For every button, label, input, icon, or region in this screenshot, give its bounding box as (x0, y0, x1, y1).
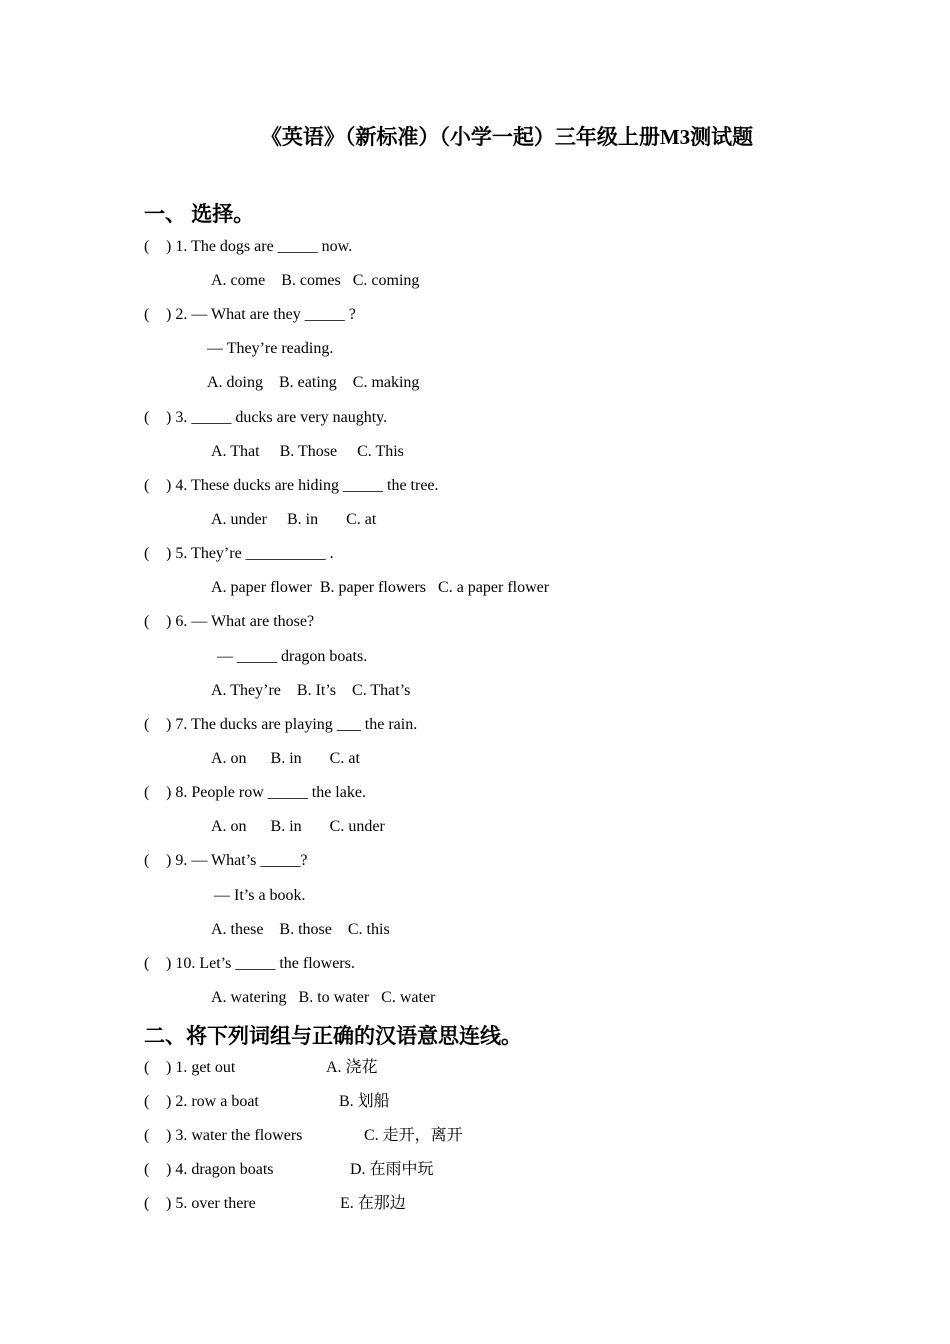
answer-paren: ( (144, 1093, 150, 1110)
question-options: A. come B. comes C. coming (211, 272, 420, 289)
answer-paren: ( (144, 409, 150, 426)
answer-paren: ( (144, 545, 150, 562)
match-english: ) 3. water the flowers (166, 1127, 303, 1144)
answer-paren: ( (144, 1161, 150, 1178)
question-options: A. paper flower B. paper flowers C. a paper flower (211, 579, 550, 596)
match-chinese: D. 在雨中玩 (350, 1161, 434, 1178)
section-heading-choice: 一、 选择。 (144, 202, 255, 226)
match-chinese: C. 走开，离开 (364, 1127, 463, 1144)
question-options: A. watering B. to water C. water (211, 989, 436, 1006)
match-chinese: E. 在那边 (340, 1195, 406, 1212)
question-options: A. under B. in C. at (211, 511, 377, 528)
question-stem: ) 9. — What’s _____? (166, 852, 308, 869)
match-english: ) 1. get out (166, 1059, 236, 1076)
question-stem: ) 8. People row _____ the lake. (166, 784, 366, 801)
page-title: 《英语》（新标准）（小学一起）三年级上册M3测试题 (260, 125, 754, 149)
question-options: A. on B. in C. at (211, 750, 360, 767)
answer-paren: ( (144, 784, 150, 801)
match-chinese: B. 划船 (339, 1093, 390, 1110)
question-stem: ) 3. _____ ducks are very naughty. (166, 409, 388, 426)
answer-paren: ( (144, 1127, 150, 1144)
match-english: ) 4. dragon boats (166, 1161, 274, 1178)
question-answer-line: — They’re reading. (207, 340, 334, 357)
question-options: A. That B. Those C. This (211, 443, 404, 460)
question-options: A. They’re B. It’s C. That’s (211, 682, 411, 699)
question-stem: ) 1. The dogs are _____ now. (166, 238, 353, 255)
answer-paren: ( (144, 613, 150, 630)
question-stem: ) 10. Let’s _____ the flowers. (166, 955, 355, 972)
answer-paren: ( (144, 477, 150, 494)
answer-paren: ( (144, 238, 150, 255)
question-answer-line: — _____ dragon boats. (217, 648, 368, 665)
answer-paren: ( (144, 716, 150, 733)
question-stem: ) 4. These ducks are hiding _____ the tree. (166, 477, 439, 494)
answer-paren: ( (144, 955, 150, 972)
answer-paren: ( (144, 852, 150, 869)
answer-paren: ( (144, 1195, 150, 1212)
question-options: A. these B. those C. this (211, 921, 390, 938)
question-options: A. on B. in C. under (211, 818, 385, 835)
answer-paren: ( (144, 1059, 150, 1076)
match-chinese: A. 浇花 (326, 1059, 378, 1076)
question-options: A. doing B. eating C. making (207, 374, 420, 391)
match-english: ) 5. over there (166, 1195, 256, 1212)
question-stem: ) 2. — What are they _____ ? (166, 306, 356, 323)
answer-paren: ( (144, 306, 150, 323)
question-stem: ) 5. They’re __________ . (166, 545, 334, 562)
section-heading-matching: 二、将下列词组与正确的汉语意思连线。 (144, 1024, 522, 1048)
question-stem: ) 7. The ducks are playing ___ the rain. (166, 716, 418, 733)
question-answer-line: — It’s a book. (214, 887, 306, 904)
match-english: ) 2. row a boat (166, 1093, 259, 1110)
question-stem: ) 6. — What are those? (166, 613, 315, 630)
